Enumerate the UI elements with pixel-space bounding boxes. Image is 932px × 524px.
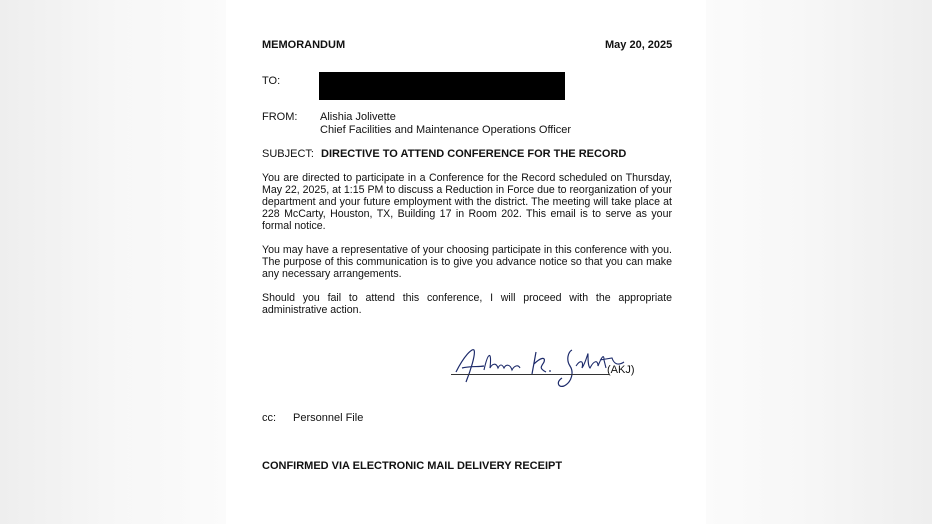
footer-confirmation: CONFIRMED VIA ELECTRONIC MAIL DELIVERY RECEIPT xyxy=(262,460,563,472)
from-title: Chief Facilities and Maintenance Operations Officer xyxy=(320,124,572,136)
subject-label: SUBJECT: xyxy=(262,148,314,160)
cc-label: cc: xyxy=(262,412,277,424)
from-name: Alishia Jolivette xyxy=(320,111,396,123)
memo-heading: MEMORANDUM xyxy=(262,39,346,51)
signature-initials: (AKJ) xyxy=(607,364,635,376)
memo-date: May 20, 2025 xyxy=(605,39,673,51)
signature-line xyxy=(451,374,609,375)
body-paragraph-1: You are directed to participate in a Conference for the Record scheduled on Thursday, May 22, 2025, at 1:15 PM to discuss a Reduction in Force due to reorganization of your department and your future employment with the district. The meeting will take place at 228 McCarty, Houston, TX, Building 17 in Room 202. This email is to serve as your formal notice. xyxy=(262,172,672,233)
subject-text: DIRECTIVE TO ATTEND CONFERENCE FOR THE RECORD xyxy=(321,148,627,160)
from-label: FROM: xyxy=(262,111,298,123)
body-paragraph-2: You may have a representative of your choosing participate in this conference with you. The purpose of this communication is to give you advance notice so that you can make any necessary arrangements. xyxy=(262,244,672,281)
cc-value: Personnel File xyxy=(293,412,364,424)
memo-page xyxy=(226,0,706,524)
to-label: TO: xyxy=(262,75,281,87)
redaction-block xyxy=(319,72,565,100)
body-paragraph-3: Should you fail to attend this conference, I will proceed with the appropriate administrative action. xyxy=(262,292,672,317)
